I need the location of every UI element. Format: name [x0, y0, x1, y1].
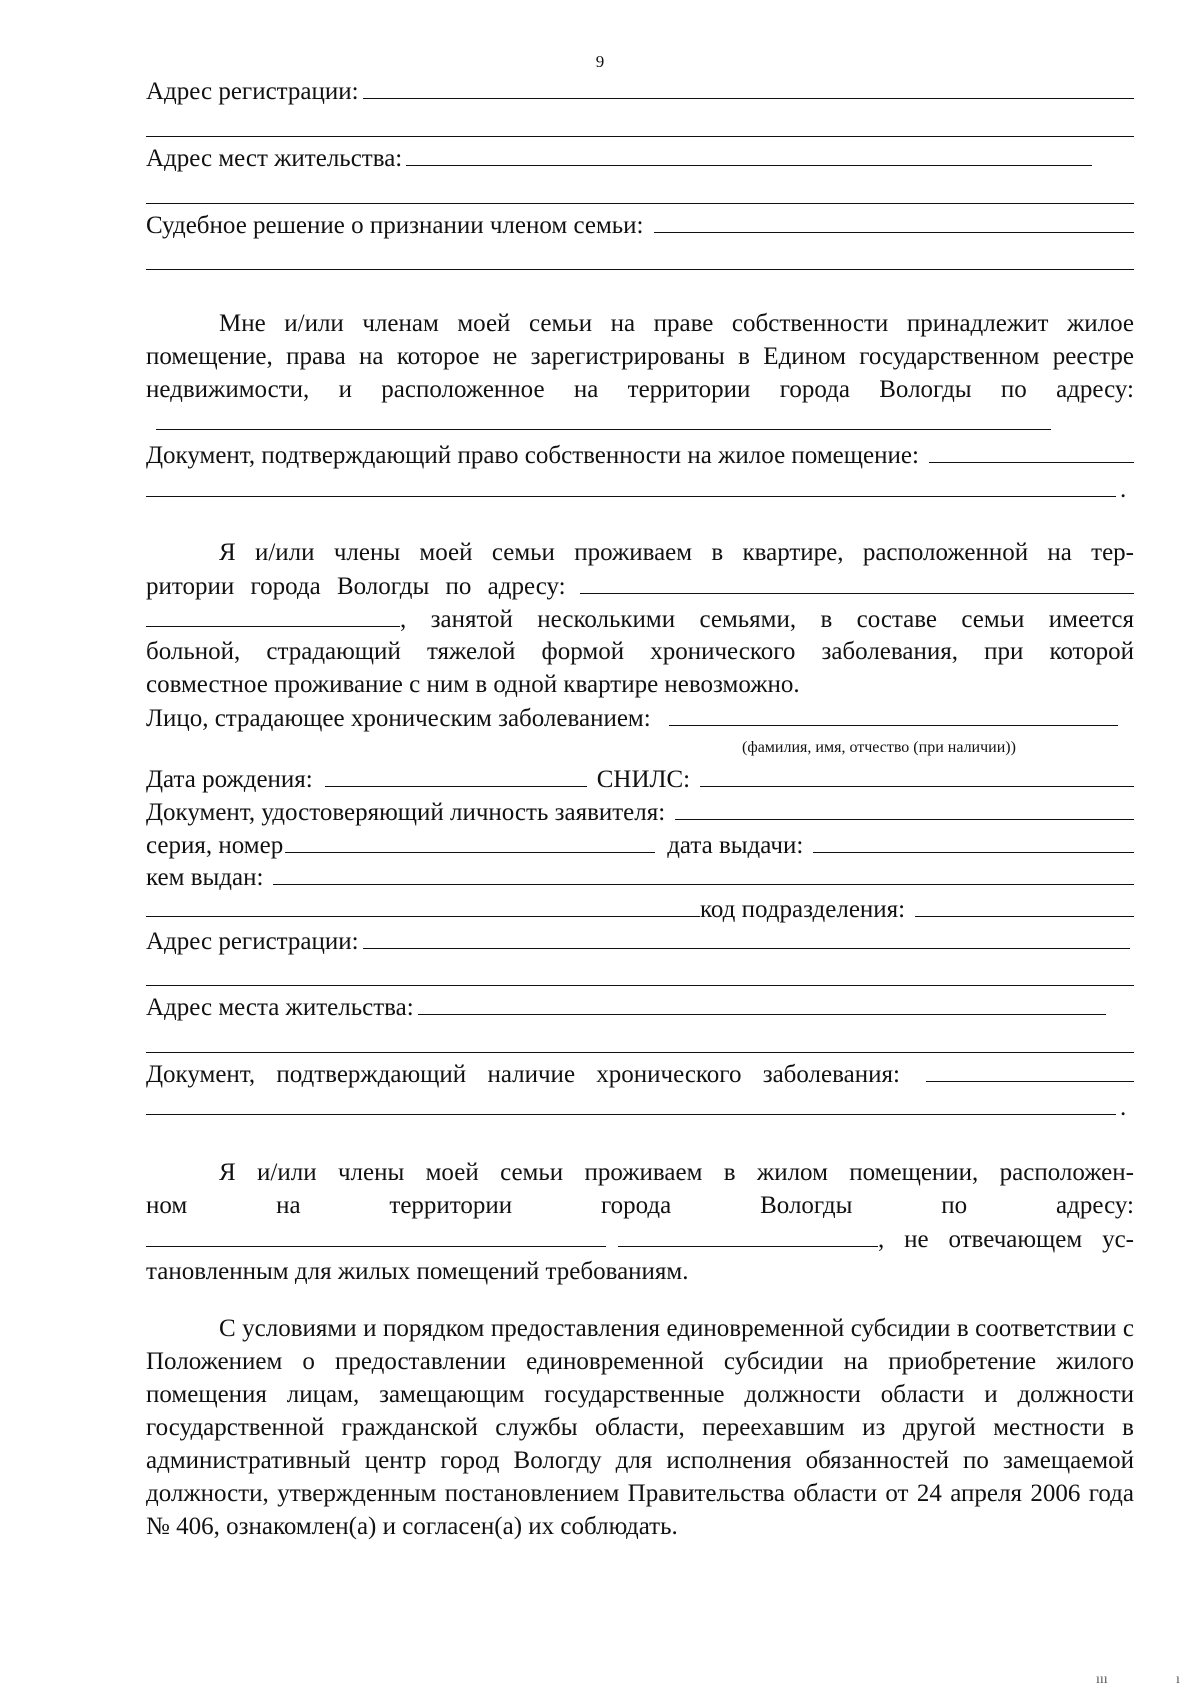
residence-address-field-line2[interactable]: [146, 203, 1134, 204]
property-end-dot: .: [1120, 476, 1127, 503]
reg-address-label: Адрес регистрации:: [146, 78, 359, 105]
sf-residence-row: [146, 992, 1134, 1023]
court-decision-row: [146, 210, 1134, 241]
shared-flat-line1-text: Я и/или члены моей семьи проживаем в квартире, расположенной на тер-: [219, 539, 1134, 566]
snils-label: СНИЛС:: [596, 766, 691, 793]
unfit-address-field-b[interactable]: [618, 1224, 878, 1247]
division-code-field[interactable]: [915, 894, 1134, 917]
shared-flat-line5: [146, 670, 1134, 700]
shared-flat-address-field[interactable]: [580, 571, 1134, 594]
division-code-row: [146, 894, 1134, 925]
property-paragraph: [146, 307, 1134, 439]
sf-reg-address-row: [146, 926, 1134, 957]
sf-reg-address-field-line2[interactable]: [146, 985, 1134, 986]
series-row: [146, 830, 1134, 861]
property-doc-label: Документ, подтверждающий право собственности на жилое помещение:: [146, 442, 919, 469]
court-decision-field-line2[interactable]: [146, 269, 1134, 270]
issued-by-row: [146, 862, 1134, 893]
reg-address-row: [146, 76, 1134, 107]
property-doc-field[interactable]: [929, 440, 1134, 463]
page-number: 9: [595, 52, 605, 71]
unfit-line2: [146, 1191, 1134, 1221]
property-doc-row2: [146, 474, 1134, 505]
unfit-word: территории: [389, 1192, 513, 1219]
sf-residence-field-line2[interactable]: [146, 1052, 1134, 1053]
scan-artifact: ı: [1176, 1672, 1180, 1687]
residence-address-row: [146, 143, 1134, 174]
property-address-field[interactable]: [156, 407, 1051, 430]
shared-flat-line3-text: , занятой несколькими семьями, в составе семьи имеется: [400, 606, 1134, 633]
person-row: [146, 703, 1134, 734]
shared-flat-line3: [146, 604, 1134, 635]
series-number-field[interactable]: [285, 830, 655, 853]
issued-by-field-line2[interactable]: [146, 894, 700, 917]
unfit-word: по: [941, 1192, 968, 1219]
chronic-doc-row: [146, 1059, 1134, 1090]
id-doc-field[interactable]: [675, 797, 1134, 820]
scan-artifact: ııı: [1096, 1672, 1108, 1687]
residence-address-field[interactable]: [406, 143, 1092, 166]
issue-date-label: дата выдачи:: [667, 832, 804, 859]
chronic-doc-label: Документ, подтверждающий наличие хронического заболевания:: [146, 1061, 900, 1088]
unfit-line3: [146, 1224, 1134, 1255]
shared-flat-line4: [146, 637, 1134, 667]
person-name-field[interactable]: [669, 703, 1118, 726]
shared-flat-line1: [146, 538, 1134, 568]
snils-field[interactable]: [700, 764, 1134, 787]
unfit-word: на: [276, 1192, 301, 1219]
reg-address-field-line2[interactable]: [146, 136, 1134, 137]
unfit-line4: [146, 1257, 1134, 1287]
agreement-paragraph: С условиями и порядком предоставления единовременной субсидии в соответствии с Положением о предоставлении единовременной субсидии на приобретение жилого помещения лицам, замещающим государственные должности области и должности государственной гражданской службы области, переехавшим из другой местности в административный центр город Вологду для исполнения обязанностей по замещаемой должности, утвержденным постановлением Правительства области от 24 апреля 2006 года № 406, ознакомлен(а) и согласен(а) их соблюдать.: [146, 1315, 1134, 1540]
sf-residence-field[interactable]: [418, 992, 1106, 1015]
chronic-end-dot: .: [1120, 1094, 1127, 1121]
unfit-line1: [146, 1158, 1134, 1188]
chronic-doc-row2: [146, 1092, 1134, 1123]
shared-flat-line2: ритории города Вологды по адресу:: [146, 573, 566, 600]
court-decision-label: Судебное решение о признании членом семьи:: [146, 212, 644, 239]
unfit-word: Вологды: [760, 1192, 853, 1219]
property-paragraph-text: Мне и/или членам моей семьи на праве собственности принадлежит жилое помещение, права на которое не зарегистрированы в Едином государственном реестре недвижимости, и расположенное на территории города Вологды по адресу:: [146, 310, 1134, 403]
sf-residence-label: Адрес места жительства:: [146, 994, 414, 1021]
person-label: Лицо, страдающее хроническим заболеванием:: [146, 705, 651, 732]
birth-snils-row: [146, 764, 1134, 795]
property-doc-field-line2[interactable]: [146, 474, 1116, 497]
chronic-doc-field[interactable]: [926, 1059, 1134, 1082]
sf-reg-address-field[interactable]: [363, 926, 1130, 949]
unfit-line1-text: Я и/или члены моей семьи проживаем в жилом помещении, расположен-: [219, 1159, 1134, 1186]
issued-by-field[interactable]: [273, 862, 1134, 885]
sf-reg-address-label: Адрес регистрации:: [146, 928, 359, 955]
division-code-label: код подразделения:: [700, 896, 906, 923]
id-doc-row: [146, 797, 1134, 828]
court-decision-field[interactable]: [654, 210, 1135, 233]
unfit-address-field-a[interactable]: [146, 1224, 606, 1247]
unfit-word: ном: [146, 1192, 188, 1219]
unfit-line4-text: тановленным для жилых помещений требованиям.: [146, 1258, 689, 1285]
birth-label: Дата рождения:: [146, 766, 313, 793]
issue-date-field[interactable]: [813, 830, 1134, 853]
unfit-word: города: [601, 1192, 672, 1219]
shared-flat-line5-text: совместное проживание с ним в одной квартире невозможно.: [146, 671, 800, 698]
residence-address-label: Адрес мест жительства:: [146, 145, 403, 172]
reg-address-field[interactable]: [363, 76, 1134, 99]
shared-flat-address-row: [146, 571, 1134, 602]
shared-flat-address-field-line2[interactable]: [146, 604, 400, 627]
id-doc-label: Документ, удостоверяющий личность заявителя:: [146, 799, 666, 826]
unfit-line3-text: , не отвечающем ус-: [878, 1226, 1134, 1253]
issued-by-label: кем выдан:: [146, 864, 264, 891]
birth-date-field[interactable]: [325, 764, 587, 787]
series-label: серия, номер: [146, 832, 284, 859]
property-doc-row: [146, 440, 1134, 471]
person-caption: (фамилия, имя, отчество (при наличии)): [742, 739, 1016, 756]
shared-flat-line4-text: больной, страдающий тяжелой формой хронического заболевания, при которой: [146, 638, 1134, 665]
chronic-doc-field-line2[interactable]: [146, 1092, 1116, 1115]
unfit-word: адресу:: [1056, 1192, 1134, 1219]
